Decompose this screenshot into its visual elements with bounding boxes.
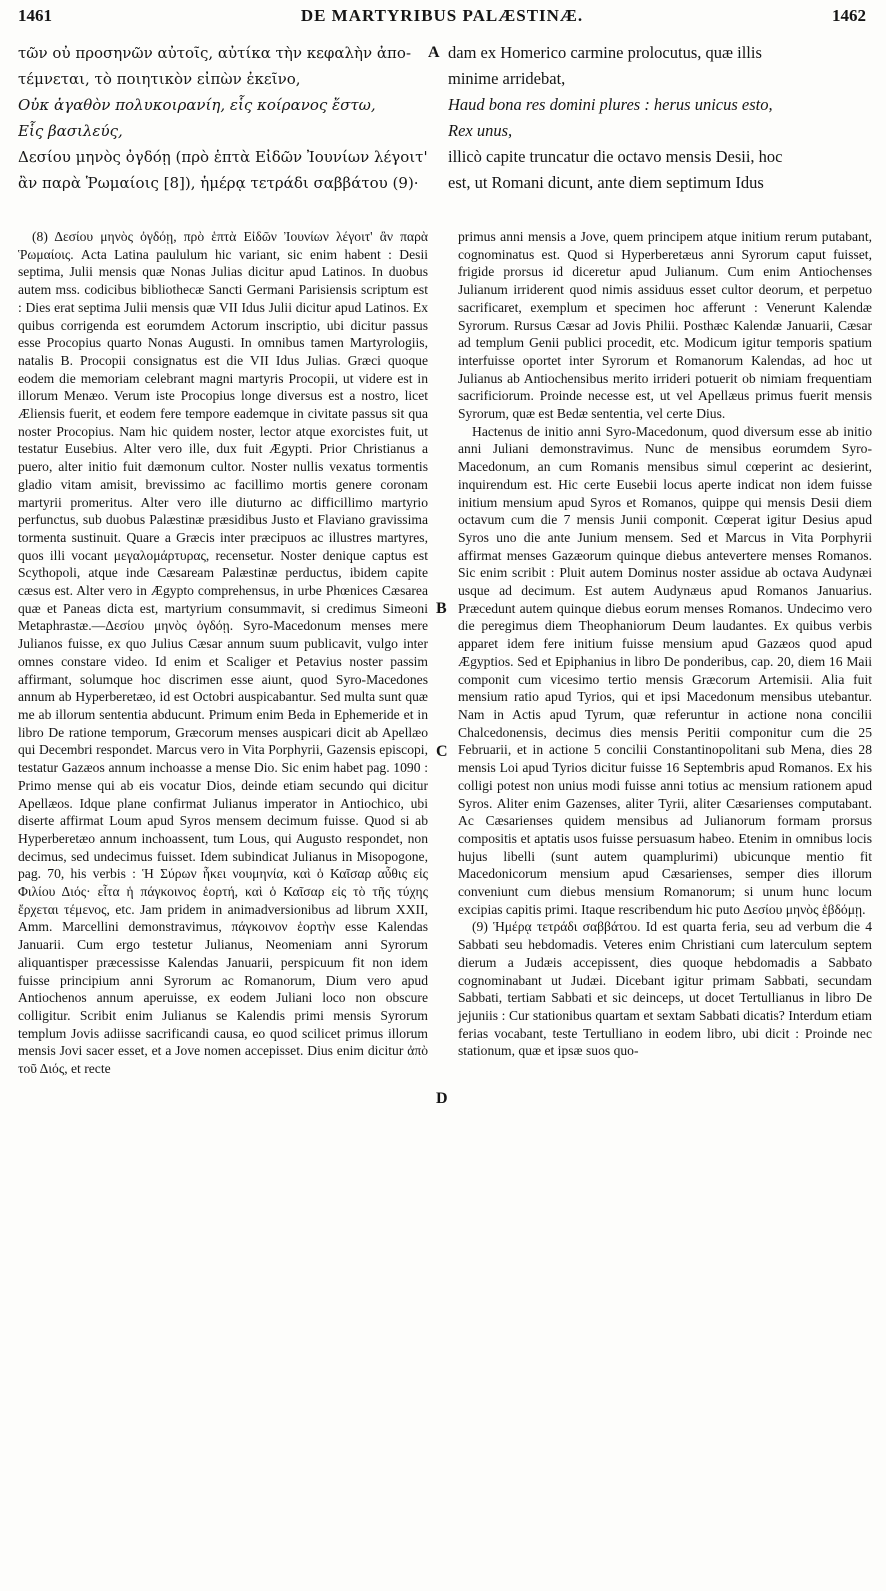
latin-verse: Haud bona res domini plures : herus unicus esto, (448, 95, 773, 114)
latin-line: minime arridebat, (448, 69, 566, 88)
greek-line: Δεσίου μηνὸς ὀγδόῃ (πρὸ ἑπτὰ Εἰδῶν Ἰουνίων λέγοιτ' (18, 148, 428, 166)
latin-line: dam ex Homerico carmine prolocutus, quæ illis (448, 43, 762, 62)
section-marker-c: C (436, 743, 448, 760)
running-title: DE MARTYRIBUS PALÆSTINÆ. (300, 6, 584, 25)
notes-column-left (18, 228, 428, 1078)
latin-line: illicò capite truncatur die octavo mensis Desii, hoc (448, 147, 783, 166)
notes-column-right (458, 228, 872, 1060)
page-header (18, 6, 866, 34)
latin-line: est, ut Romani dicunt, ante diem septimum Idus (448, 173, 764, 192)
note-8-paragraph: (8) Δεσίου μηνὸς ὀγδόῃ, πρὸ ἑπτὰ Εἰδῶν Ἰουνίων λέγοιτ' ἂν παρὰ Ῥωμαίοις. Acta Latina paululum hic variant, sic enim habent : Desii septima, Julii mensis quæ Nonas Julias dicitur apud Latinos. In duobus autem mss. codicibus bibliothecæ Sancti Germani Parisiensis scriptum est : Dies erat septima Julii mensis quæ VII Idus Julii dicitur apud Latinos. Ex quibus corrigenda est eorumdem Actorum inscriptio, ubi dicitur passus esse Procopius quarto Nonas Augusti. In omnibus tamen Martyrologiis, natalis B. Procopii consignatus est die VII Idus Julias. Græci quoque eodem die memoriam celebrant magni martyris Procopii, ut videre est in illorum Menæo. Verum iste Procopius longe diversus est a nostro, licet Æliensis fuerit, et eodem fere tempore eademque in civitate passus sit qua noster Procopius. Nam hic quidem noster, lector atque exorcistes fuit, ut testatur Eusebius. Alter vero ille, dux fuit Ægypti. Prior Christianus a puero, alter initio fuit dæmonum cultor. Noster nullis vexatus tormentis gladio vitam amisit, brevissimo ac facillimo mortis genere coronam martyrii promeritus. Alter vero ille diuturno ac difficillimo martyrio perfunctus, sub duobus Palæstinæ præsidibus Justo et Flaviano gravissima tormenta sustinuit. Quare a Græcis inter præcipuos ac illustres martyres, quos illi vocant μεγαλομάρτυρας, recensetur. Noster denique captus est Scythopoli, atque inde Cæsaream Palæstinæ perductus, ibidem capite cæsus est. Alter vero in Ægypto comprehensus, in urbe Phœnices Cæsarea quæ et Paneas dicta est, martyrium consummavit, si credimus Simeoni Metaphrastæ.—Δεσίου μηνὸς ὀγδόῃ. Syro-Macedonum menses mere Julianos fuisse, ex quo Julius Cæsar annum suum publicavit, vulgo inter omnes constare video. Id enim et Scaliger et Petavius noster passim affirmant, solumque hoc discrimen esse aiunt, quod Syro-Macedones annum ab Hyperberetæo, id est Octobri auspicabantur. Sed multa sunt quæ me ab illorum sententia abducunt. Primum enim Beda in Ephemeride et in libro De ratione temporum, Græcorum menses auspicari dicit ab Apellæo qui Decembri respondet. Marcus vero in Vita Porphyrii, Gazensis episcopi, testatur Gazæos annum inchoasse a mense Dio. Sic enim habet pag. 1090 : Primo mense qui ab eis vocatur Dios, deinde etiam secundo qui dicitur Apellæos. Idque plane confirmat Julianus imperator in Antiochico, ubi diserte affirmat Loum apud Syros mensem decimum fuisse. Quod si ab Hyperberetæo annum inchoassent, tum Lous, qui Augusto respondet, non decimus, sed undecimus fuisset. Idem subindicat Julianus in Misopogone, pag. 70, his verbis : Ἡ Σύρων ἧκει νουμηνία, καὶ ὁ Καῖσαρ αὖθις εἰς Φιλίου Διός· εἶτα ἡ πάγκοινος ἑορτή, καὶ ὁ Καῖσαρ εἰς τὸ τῆς τύχης ἔρχεται τέμενος, etc. Jam pridem in animadversionibus ad librum XXII, Amm. Marcellini demonstravimus, πάγκοινον ἑορτὴν esse Kalendas Januarii. Cum ergo testetur Julianus, Neomeniam anni Syrorum aliquantisper præcessisse Kalendas Januarii, perspicuum fit non idem fuisse principium anni Syrorum ac Romanorum, Dium vero apud Antiochenos annum aperuisse, ex eodem Juliani loco non obscure colligitur. Scribit enim Julianus se Kalendis primi mensis Syrorum templum Jovis adiisse sacrificandi causa, eo quod scilicet primus illorum mensis Jovi sacer esset, et a Jove nomen accepisset. Dius enim dicitur ἀπὸ τοῦ Διός, et recte (18, 229, 428, 1077)
note-paragraph: primus anni mensis a Jove, quem principem atque initium rerum putabant, cognominatus est. Quod si Hyperberetæus anni Syrorum caput fuisset, frigide prorsus id diceretur apud Julianum. Cum enim Antiochenses Julianum irriderent quod nimis assiduus esset cultor deorum, et perpetuo sacrificaret, exemplum et specimen hoc afferunt : Venerunt Kalendæ Syrorum. Rursus Cæsar ad Jovis Philii. Posthæc Kalendæ Januarii, Cæsar ad templum Genii publici procedit, etc. Modicum igitur temporis spatium interfuisse oportet inter Syrorum et Romanorum Kalendas, ad hoc ut Julianus ab Antiochensibus merito irrideri potuerit ob nimiam frequentiam sacrificiorum. Proinde necesse est, ut vel Apellæus primus fuerit mensis Syrorum, quæ est Bedæ sententia, vel certe Dius. (458, 229, 872, 422)
note-9-paragraph: (9) Ἡμέρᾳ τετράδι σαββάτου. Id est quarta feria, seu ad verbum die 4 Sabbati seu hebdomadis. Veteres enim Christiani cum laterculum septem dierum a Judæis accepissent, dies quoque hebdomadis a Sabbato cognominabant ut Judæi. Dicebant igitur primam Sabbati, secundam Sabbati, tertiam Sabbati et sic deinceps, ut docet Tertullianus in libro De jejuniis : Cur stationibus quartam et sextam Sabbati dicatis? Interdum etiam ferias vocabant, teste Tertulliano in eodem libro, ubi dicit : Proinde nec stationum, quæ et ipsæ suos quo- (458, 919, 872, 1059)
greek-line: τῶν οὐ προσηνῶν αὐτοῖς, αὐτίκα τὴν κεφαλὴν ἀπο- (18, 44, 412, 62)
greek-verse: Εἷς βασιλεύς, (18, 122, 123, 140)
section-marker-a: A (428, 44, 440, 61)
greek-line: τέμνεται, τὸ ποιητικὸν εἰπὼν ἐκεῖνο, (18, 70, 301, 88)
page-number-left: 1461 (18, 6, 52, 25)
greek-text-column (18, 40, 428, 196)
latin-verse: Rex unus, (448, 121, 513, 140)
greek-verse: Οὐκ ἀγαθὸν πολυκοιρανίη, εἷς κοίρανος ἔστω, (18, 96, 376, 114)
section-marker-d: D (436, 1090, 448, 1107)
section-marker-b: B (436, 600, 447, 617)
page-number-right: 1462 (832, 6, 866, 25)
note-paragraph: Hactenus de initio anni Syro-Macedonum, quod diversum esse ab initio anni Juliani demonstravimus. Nunc de mensibus eorumdem Syro-Macedonum, an cum Romanis mensibus simul cœperint ac desierint, inquirendum est. Hic certe Eusebii locus aperte indicat non idem fuisse initium mensium apud Syros et Romanos, quippe qui mensis Desii diem octavum cum die 7 mensis Junii componit. Cœperat igitur Desius apud Syros uno die ante Junium mensem. Sed et Marcus in Vita Porphyrii affirmat menses Gazæorum quinque diebus antevertere menses Romanos. Sic enim scribit : Pluit autem Dominus noster assidue ab octava Audynæi usque ad decimum. Est autem Audynæus apud Romanos Januarius. Præcedunt autem quinque diebus eorum menses Romanos. Undecimo vero die peregimus diem Theophaniorum Deum laudantes. Ex quibus verbis apparet idem fere initium fuisse mensium apud Gazæos quod apud Ægyptios. Sed et Epiphanius in libro De ponderibus, cap. 20, diem 16 Maii componit cum vicesimo tertio mensis Græcorum Artemisii. Alia fuit mensium ratio apud Tyrios, qui et ipsi Macedonum mensibus utebantur. Nam in Actis apud Tyrum, quæ referuntur in actione nona concilii Chalcedonensis, decimus dies mensis Peritii componitur cum die 25 Februarii, et in actione 5 concilii Constantinopolitani sub Mena, dies 28 mensis Loi apud Tyrios dicitur fuisse 16 Septembris apud Romanos. Ex his colligi potest non unius modi fuisse anni totius ac mensium rationem apud Syros. Aliter enim Gazenses, aliter Tyrii, aliter Cæsarienses computabant. Ac Cæsarienses quidem mensibus ad Julianorum formam prorsus compositis et aptatis usos fuisse persuasum habeo. Etenim in omnibus locis hujus libelli (sunt autem quamplurimi) ubicunque mentio fit Macedonicorum mensium apud Cæsarienses, semper dies illorum conveniunt cum diebus mensium Romanorum; si unum hunc locum excipias capitis primi. Itaque rescribendum hic puto Δεσίου μηνὸς ἑβδόμῃ. (458, 423, 872, 917)
latin-text-column (448, 40, 872, 196)
greek-line: ἂν παρὰ Ῥωμαίοις [8]), ἡμέρᾳ τετράδι σαββάτου (9)· (18, 174, 419, 192)
